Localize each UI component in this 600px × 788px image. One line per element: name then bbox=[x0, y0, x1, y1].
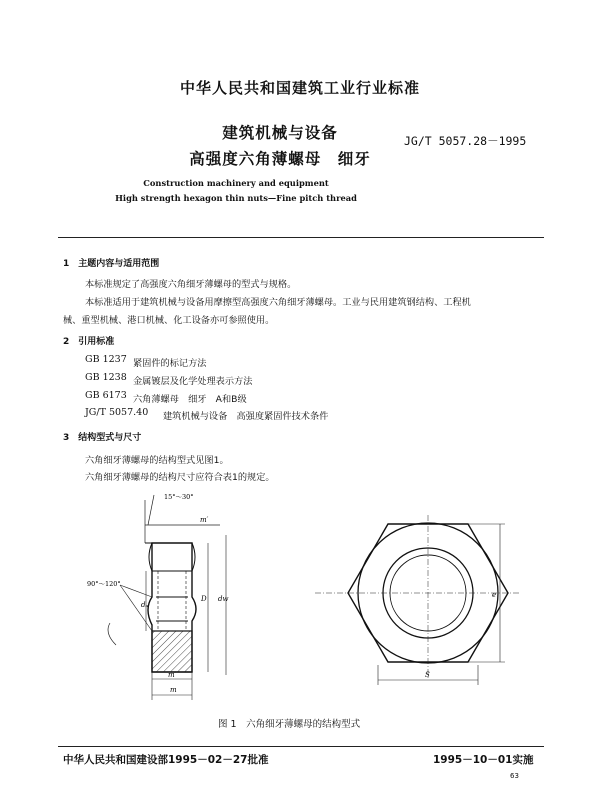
ref-code: GB 1238 bbox=[85, 372, 127, 383]
section-1-para-2-line-1: 本标准适用于建筑机械与设备用摩擦型高强度六角细牙薄螺母。工业与民用建筑钢结构、工程机 bbox=[85, 297, 471, 308]
english-title-2: High strength hexagon thin nuts—Fine pitch thread bbox=[115, 193, 357, 203]
section-3-heading: 3 结构型式与尺寸 bbox=[63, 433, 142, 443]
nut-top-view bbox=[315, 515, 520, 685]
standard-number: JG/T 5057.28－1995 bbox=[404, 134, 527, 148]
header-rule bbox=[58, 237, 544, 238]
ref-title: 紧固件的标记方法 bbox=[133, 358, 207, 369]
ref-code: GB 6173 bbox=[85, 390, 127, 401]
section-2-heading: 2 引用标准 bbox=[63, 337, 115, 347]
section-1-heading: 1 主题内容与适用范围 bbox=[63, 259, 160, 269]
approval-line: 中华人民共和国建设部1995－02－27批准 bbox=[63, 754, 269, 766]
english-title-1: Construction machinery and equipment bbox=[143, 178, 329, 188]
section-3-para-2: 六角细牙薄螺母的结构尺寸应符合表1的规定。 bbox=[85, 472, 275, 483]
section-1-para-2-line-2: 械、重型机械、港口机械、化工设备亦可参照使用。 bbox=[63, 315, 275, 326]
nut-structure-figure bbox=[60, 485, 530, 710]
issuer-heading: 中华人民共和国建筑工业行业标准 bbox=[179, 79, 420, 97]
page-number: 63 bbox=[510, 772, 519, 780]
title-line-1: 建筑机械与设备 bbox=[222, 124, 338, 142]
da-label: dₐ bbox=[141, 601, 149, 609]
angle-left-label: 90°～120° bbox=[87, 580, 121, 588]
nut-side-view bbox=[87, 493, 228, 700]
dw-label: dw bbox=[218, 595, 229, 603]
ref-title: 金属镀层及化学处理表示方法 bbox=[133, 376, 253, 387]
s-label: S bbox=[425, 671, 430, 679]
ref-code: GB 1237 bbox=[85, 354, 127, 365]
title-line-2: 高强度六角薄螺母 细牙 bbox=[189, 150, 371, 168]
section-1-para-1: 本标准规定了高强度六角细牙薄螺母的型式与规格。 bbox=[85, 279, 297, 290]
D-label: D bbox=[201, 595, 207, 603]
figure-caption: 图 1 六角细牙薄螺母的结构型式 bbox=[218, 719, 361, 730]
ref-title: 六角薄螺母 细牙 A和B级 bbox=[133, 394, 247, 405]
mprime-top-label: m′ bbox=[200, 516, 209, 524]
m-label: m bbox=[170, 686, 177, 694]
mprime-bottom-label: m′ bbox=[168, 671, 177, 679]
e-label: e bbox=[492, 591, 497, 599]
ref-title: 建筑机械与设备 高强度紧固件技术条件 bbox=[163, 411, 329, 422]
footer-rule bbox=[58, 746, 544, 747]
ref-code: JG/T 5057.40 bbox=[85, 407, 149, 418]
angle-top-label: 15°～30° bbox=[164, 493, 194, 501]
section-3-para-1: 六角细牙薄螺母的结构型式见图1。 bbox=[85, 455, 229, 466]
implementation-date: 1995－10－01实施 bbox=[433, 754, 534, 766]
